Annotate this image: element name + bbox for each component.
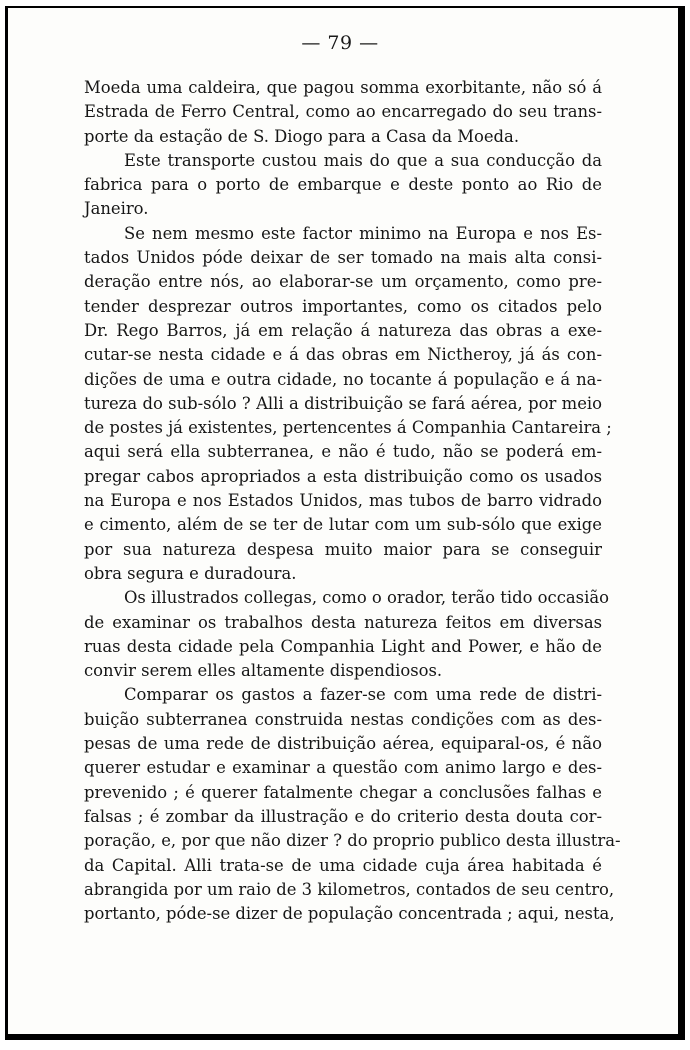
text-line: dições de uma e outra cidade, no tocante á população e á na- (84, 369, 602, 389)
text-line: pesas de uma rede de distribuição aérea, equiparal-os, é não (84, 734, 602, 754)
text-line: falsas ; é zombar da illustração e do criterio desta douta cor- (84, 806, 602, 826)
text-line: Os illustrados collegas, como o orador, terão tido occasião (124, 588, 609, 608)
text-line: Estrada de Ferro Central, como ao encarregado do seu trans- (84, 102, 602, 122)
text-line: poração, e, por que não dizer ? do proprio publico desta illustra- (84, 831, 621, 851)
text-line: pregar cabos apropriados a esta distribuição como os usados (84, 466, 602, 486)
text-line: tureza do sub-sólo ? Alli a distribuição se fará aérea, por meio (84, 393, 602, 413)
text-line: por sua natureza despesa muito maior para se conseguir (84, 539, 602, 559)
text-line: de examinar os trabalhos desta natureza feitos em diversas (84, 612, 602, 632)
text-line: deração entre nós, ao elaborar-se um orçamento, como pre- (84, 272, 602, 292)
text-line: tender desprezar outros importantes, como os citados pelo (84, 296, 602, 316)
body-text (84, 76, 621, 926)
text-line: na Europa e nos Estados Unidos, mas tubos de barro vidrado (84, 491, 602, 511)
page-number: — 79 — (301, 32, 379, 54)
text-line: Se nem mesmo este factor minimo na Europa e nos Es- (124, 223, 602, 243)
text-line: obra segura e duradoura. (84, 563, 297, 583)
text-line: portanto, póde-se dizer de população concentrada ; aqui, nesta, (84, 904, 615, 924)
text-line: querer estudar e examinar a questão com animo largo e des- (84, 758, 602, 778)
text-line: Comparar os gastos a fazer-se com uma rede de distri- (124, 685, 602, 705)
text-line: Janeiro. (84, 199, 149, 219)
text-line: porte da estação de S. Diogo para a Casa da Moeda. (84, 126, 520, 146)
text-line: cutar-se nesta cidade e á das obras em Nictheroy, já ás con- (84, 345, 602, 365)
text-line: Moeda uma caldeira, que pagou somma exorbitante, não só á (84, 78, 602, 97)
text-line: buição subterranea construida nestas condições com as des- (84, 709, 602, 729)
text-line: e cimento, além de se ter de lutar com um sub-sólo que exige (84, 515, 602, 535)
text-line: de postes já existentes, pertencentes á Companhia Cantareira ; (84, 418, 612, 438)
text-line: ruas desta cidade pela Companhia Light and Power, e hão de (84, 636, 602, 656)
text-line: convir serem elles altamente dispendiosos. (84, 661, 443, 681)
text-line: prevenido ; é querer fatalmente chegar a conclusões falhas e (84, 782, 602, 802)
text-line: fabrica para o porto de embarque e deste ponto ao Rio de (84, 175, 602, 195)
text-line: Este transporte custou mais do que a sua conducção da (124, 150, 602, 170)
text-line: da Capital. Alli trata-se de uma cidade cuja área habitada é (84, 855, 602, 875)
text-line: tados Unidos póde deixar de ser tomado na mais alta consi- (84, 248, 602, 268)
text-line: aqui será ella subterranea, e não é tudo, não se poderá em- (84, 442, 602, 462)
text-line: Dr. Rego Barros, já em relação á natureza das obras a exe- (84, 320, 602, 340)
text-line: abrangida por um raio de 3 kilometros, contados de seu centro, (84, 879, 615, 899)
